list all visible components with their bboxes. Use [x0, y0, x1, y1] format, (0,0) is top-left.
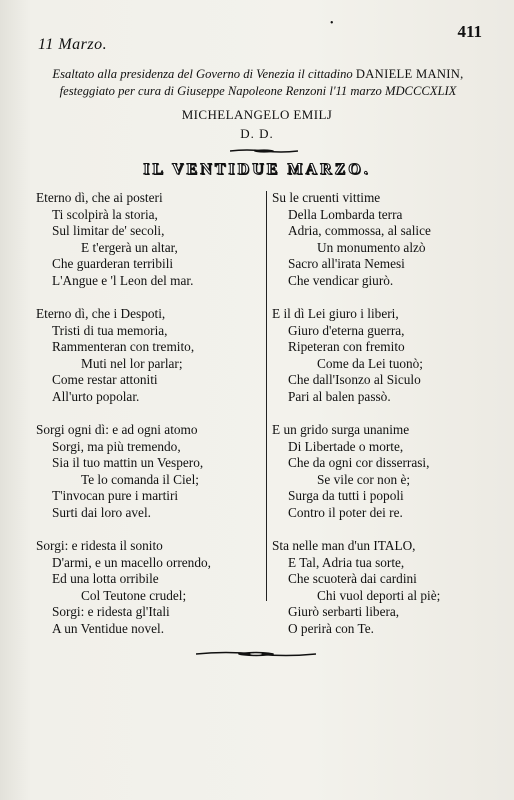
page-date: 11 Marzo. [38, 36, 108, 53]
verse-line: Della Lombarda terra [288, 206, 403, 222]
verse-line: Sorgi: e ridesta il sonito [36, 538, 163, 553]
verse-line: Eterno dì, che ai posteri [36, 190, 163, 205]
verse-line: Sorgi: e ridesta gl'Itali [52, 604, 170, 619]
verse-line: L'Angue e 'l Leon del mar. [52, 272, 194, 288]
verse-line: Che da ogni cor disserrasi, [288, 455, 430, 470]
verse-line: Col Teutone crudel; [81, 587, 187, 603]
verse-line: Sorgi, ma più tremendo, [52, 438, 181, 454]
verse-line: Di Libertade o morte, [288, 438, 404, 454]
dedication-line2: festeggiato per cura di Giuseppe Napoleone Renzoni l'11 marzo MDCCCXLIX [59, 84, 457, 98]
verse-line: Come da Lei tuonò; [317, 355, 423, 371]
verse-line: Contro il poter dei re. [288, 504, 403, 520]
poem-column-left [36, 190, 262, 654]
verse-line: Che scuoterà dai cardini [288, 571, 417, 586]
verse-line: Eterno dì, che i Despoti, [36, 306, 166, 321]
stanza [272, 538, 502, 637]
dedication-mark: D. D. [240, 126, 274, 141]
ink-dot: • [330, 18, 334, 29]
verse-line: Sorgi ogni dì: e ad ogni atomo [36, 422, 198, 437]
page-header [38, 14, 496, 54]
verse-line: Surga da tutti i popoli [288, 488, 404, 503]
author-name: MICHELANGELO EMILJ [181, 107, 333, 122]
verse-line: Sacro all'irata Nemesi [288, 256, 405, 271]
stanza [36, 422, 262, 521]
verse-line: E Tal, Adria tua sorte, [288, 554, 405, 570]
verse-line: D'armi, e un macello orrendo, [52, 554, 211, 570]
stanza [272, 306, 502, 405]
stanza [272, 422, 502, 521]
verse-line: Ripeteran con fremito [288, 339, 405, 354]
dedication-honoree: DANIELE MANIN, [355, 67, 464, 81]
verse-line: Adria, commossa, al salice [288, 223, 431, 238]
verse-line: O perirà con Te. [288, 620, 374, 636]
stanza [36, 306, 262, 405]
stanza [36, 190, 262, 289]
verse-line: Sta nelle man d'un ITALO, [272, 538, 416, 553]
verse-line: T'invocan pure i martiri [52, 488, 179, 503]
verse-line: E t'ergerà un altar, [81, 239, 178, 255]
verse-line: Giurò serbarti libera, [288, 604, 400, 619]
verse-line: Ed una lotta orribile [52, 571, 159, 586]
verse-line: Tristi di tua memoria, [52, 322, 168, 338]
ornamental-rule-end [196, 651, 316, 657]
verse-line: Muti nel lor parlar; [81, 355, 183, 371]
column-divider [266, 191, 267, 601]
verse-line: Chi vuol deporti al piè; [317, 587, 441, 603]
verse-line: Surti dai loro avel. [52, 504, 151, 520]
page-number: 411 [457, 22, 482, 41]
verse-line: Che vendicar giurò. [288, 272, 394, 288]
verse-line: E il dì Lei giuro i liberi, [272, 306, 399, 321]
verse-line: E un grido surga unanime [272, 422, 410, 437]
verse-line: Che guarderan terribili [52, 256, 174, 271]
verse-line: Te lo comanda il Ciel; [81, 471, 199, 487]
verse-line: A un Ventidue novel. [52, 620, 165, 636]
poem-column-right [272, 190, 502, 654]
dedication [24, 66, 492, 100]
verse-line: Che dall'Isonzo al Siculo [288, 372, 421, 387]
poem-title: IL VENTIDUE MARZO. [143, 161, 371, 178]
verse-line: Ti scolpirà la storia, [52, 206, 158, 222]
stanza [36, 538, 262, 637]
verse-line: Sia il tuo mattin un Vespero, [52, 455, 204, 470]
verse-line: Pari al balen passò. [288, 388, 391, 404]
verse-line: Sul limitar de' secoli, [52, 223, 165, 238]
verse-line: Su le cruenti vittime [272, 190, 381, 205]
verse-line: Come restar attoniti [52, 372, 158, 387]
verse-line: Rammenteran con tremito, [52, 339, 195, 354]
verse-line: Un monumento alzò [317, 239, 426, 255]
stanza [272, 190, 502, 289]
ornamental-rule-small [230, 149, 298, 153]
verse-line: All'urto popolar. [52, 388, 140, 404]
dedication-line1: Esaltato alla presidenza del Governo di Venezia il cittadino [52, 67, 353, 81]
verse-line: Se vile cor non è; [317, 471, 411, 487]
verse-line: Giuro d'eterna guerra, [288, 322, 405, 338]
